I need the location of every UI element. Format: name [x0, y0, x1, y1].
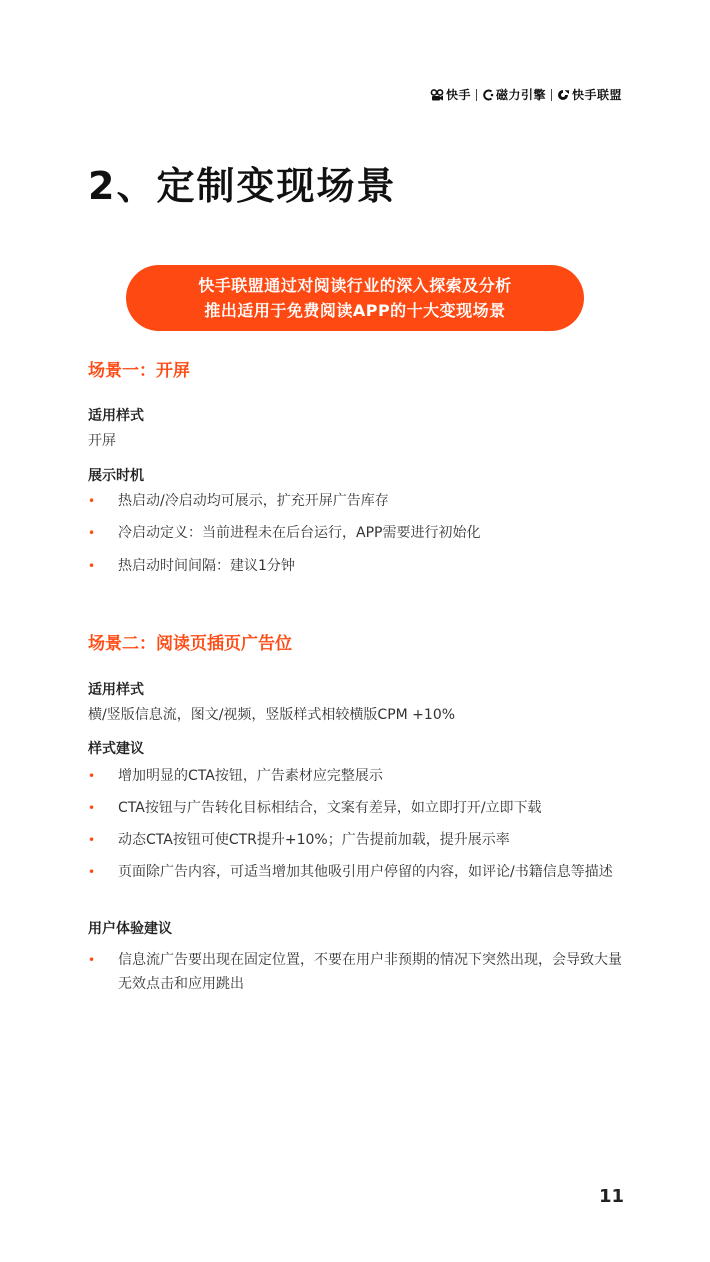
brand-cili: [482, 86, 546, 103]
scene2-title: 场景二：阅读页插页广告位: [88, 634, 292, 654]
list-item: [88, 828, 628, 852]
list-item-text: 信息流广告要出现在固定位置，不要在用户非预期的情况下突然出现，会导致大量无效点击和应用跳出: [118, 952, 622, 992]
list-item: [88, 521, 628, 545]
page-title: 2、定制变现场景: [88, 164, 397, 208]
page-number: 11: [598, 1186, 624, 1207]
list-item-text: 热启动时间间隔：建议1分钟: [118, 558, 295, 574]
brand-divider: [551, 89, 552, 101]
list-item: [88, 489, 628, 513]
list-item-text: CTA按钮与广告转化目标相结合，文案有差异，如立即打开/立即下载: [118, 800, 542, 816]
scene1-style-heading: 适用样式: [88, 408, 144, 424]
banner-line-2: 推出适用于免费阅读APP的十大变现场景: [204, 301, 506, 320]
scene1-timing-heading: 展示时机: [88, 468, 144, 484]
scene1-style-value: 开屏: [88, 433, 116, 449]
scene2-suggest-heading: 样式建议: [88, 741, 144, 757]
list-item: [88, 554, 628, 578]
bullet-icon: •: [88, 953, 96, 967]
scene1-title: 场景一：开屏: [88, 361, 190, 381]
bullet-icon: •: [88, 801, 96, 815]
list-item-text: 冷启动定义：当前进程未在后台运行，APP需要进行初始化: [118, 525, 481, 541]
bullet-icon: •: [88, 865, 96, 879]
bullet-icon: •: [88, 559, 96, 573]
cili-logo-icon: [482, 89, 494, 101]
bullet-icon: •: [88, 526, 96, 540]
brand-lianmeng-label: 快手联盟: [571, 88, 622, 102]
list-item-text: 页面除广告内容，可适当增加其他吸引用户停留的内容，如评论/书籍信息等描述: [118, 864, 613, 880]
scene2-style-heading: 适用样式: [88, 682, 144, 698]
lianmeng-logo-icon: [557, 89, 570, 101]
brand-cili-label: 磁力引擎: [495, 88, 546, 102]
brand-divider: [476, 89, 477, 101]
intro-banner: [126, 265, 584, 331]
bullet-icon: •: [88, 769, 96, 783]
brand-kuaishou-label: 快手: [445, 88, 471, 102]
kuaishou-logo-icon: [430, 89, 444, 101]
list-item: [88, 764, 628, 788]
list-item: [88, 948, 628, 996]
bullet-icon: •: [88, 833, 96, 847]
bullet-icon: •: [88, 494, 96, 508]
list-item-text: 动态CTA按钮可使CTR提升+10%；广告提前加载，提升展示率: [118, 832, 510, 848]
list-item: [88, 796, 628, 820]
scene2-style-value: 横/竖版信息流，图文/视频，竖版样式相较横版CPM +10%: [88, 707, 456, 723]
brand-lianmeng: [557, 86, 622, 103]
list-item-text: 增加明显的CTA按钮，广告素材应完整展示: [118, 768, 383, 784]
list-item: [88, 860, 628, 884]
brand-kuaishou: [430, 86, 471, 103]
banner-line-1: 快手联盟通过对阅读行业的深入探索及分析: [198, 276, 512, 295]
brand-bar: [430, 86, 622, 103]
scene2-ux-heading: 用户体验建议: [88, 921, 172, 937]
list-item-text: 热启动/冷启动均可展示，扩充开屏广告库存: [118, 493, 389, 509]
